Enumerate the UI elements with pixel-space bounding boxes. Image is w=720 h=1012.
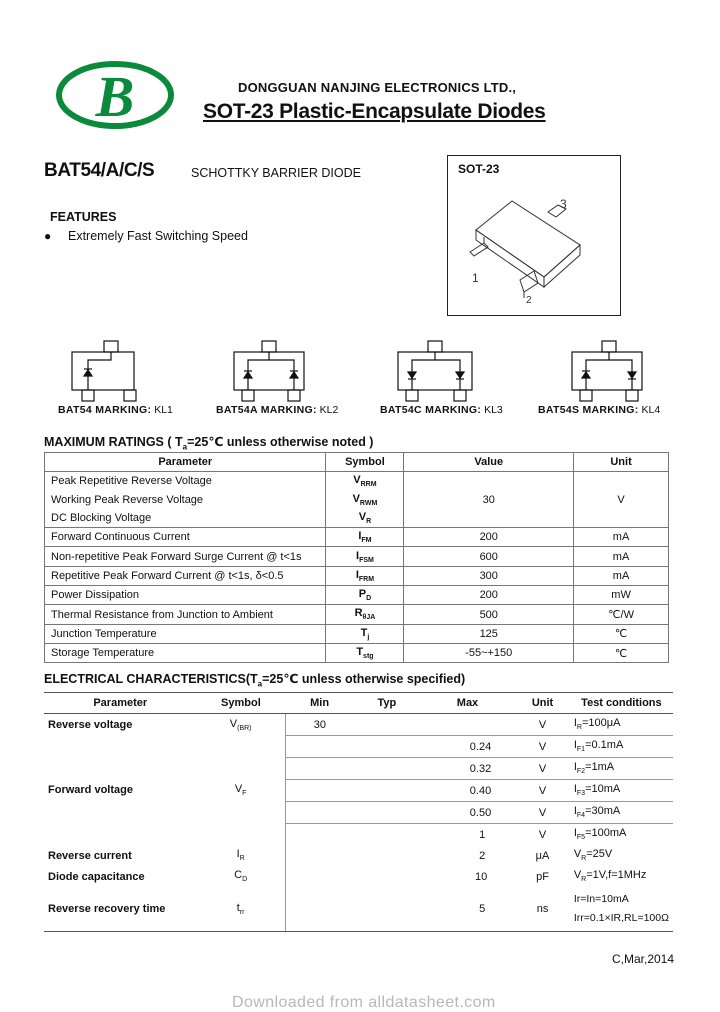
column-header: Unit xyxy=(515,693,570,714)
table-row: Diode capacitance $C_D$ 10 pF $V_R=1V,f=1MHz$ xyxy=(44,866,673,887)
marking-bat54a: BAT54A MARKING: KL2 xyxy=(216,404,339,416)
column-header: Parameter xyxy=(45,453,326,472)
marking-bat54: BAT54 MARKING: KL1 xyxy=(58,404,173,416)
table-row: Non-repetitive Peak Forward Surge Current @ t<1s $I_{FSM}$ 600 mA xyxy=(45,547,669,566)
package-label: SOT-23 xyxy=(458,162,500,176)
package-drawing xyxy=(448,185,620,315)
table-row: Forward Continuous Current $I_{FM}$ 200 mA xyxy=(45,528,669,547)
table-row: Peak Repetitive Reverse Voltage $V_{RRM}$ 30 V xyxy=(45,472,669,491)
test-condition-line: Ir=In=10mA xyxy=(573,892,629,905)
document-title: SOT-23 Plastic-Encapsulate Diodes xyxy=(203,100,546,123)
table-row: 0.32 V $I_{F2}=1mA$ xyxy=(44,758,673,780)
table-row: Reverse recovery time $t_{rr}$ 5 ns Ir=In=10mA Irr=0.1×IR,RL=100Ω xyxy=(44,887,673,931)
pin3-label: 3 xyxy=(560,197,567,211)
marking-bat54s: BAT54S MARKING: KL4 xyxy=(538,404,661,416)
part-description: SCHOTTKY BARRIER DIODE xyxy=(191,166,361,180)
table-row: 0.50 V $I_{F4}=30mA$ xyxy=(44,802,673,824)
pin1-label: 1 xyxy=(472,271,479,285)
test-condition-line: Irr=0.1×IR,RL=100Ω xyxy=(573,911,669,924)
max-ratings-table xyxy=(44,452,669,663)
company-name: DONGGUAN NANJING ELECTRONICS LTD., xyxy=(238,80,517,95)
electrical-table xyxy=(44,692,673,932)
bullet-icon: ● xyxy=(44,229,52,243)
column-header: Unit xyxy=(574,453,669,472)
table-row: Reverse current $I_R$ 2 μA $V_R=25V$ xyxy=(44,845,673,866)
company-logo xyxy=(56,60,174,130)
table-row: 1 V $I_{F5}=100mA$ xyxy=(44,824,673,846)
watermark: Downloaded from alldatasheet.com xyxy=(232,994,496,1011)
table-header-row xyxy=(44,693,673,714)
table-row: DC Blocking Voltage $V_R$ xyxy=(45,509,669,528)
table-row: 0.40 V $I_{F3}=10mA$ xyxy=(44,780,673,802)
table-row: Storage Temperature $T_{stg}$ -55~+150 ℃ xyxy=(45,643,669,662)
column-header: Min xyxy=(285,693,354,714)
table-row: Forward voltage $V_F$ 0.24 V $I_{F1}=0.1mA$ xyxy=(44,736,673,758)
pin2-label: 2 xyxy=(526,295,532,306)
table-row: Power Dissipation $P_D$ 200 mW xyxy=(45,586,669,605)
column-header: Test conditions xyxy=(570,693,673,714)
column-header: Value xyxy=(404,453,574,472)
electrical-heading: ELECTRICAL $CHARACTERISTICS(T_a=25℃$ unless otherwise specified) xyxy=(44,672,466,689)
marking-diagrams xyxy=(58,338,678,404)
revision-date: C,Mar,2014 xyxy=(612,952,675,966)
logo-letter: B xyxy=(95,64,135,129)
part-number: BAT54/A/C/S xyxy=(44,160,155,181)
marking-bat54c: BAT54C MARKING: KL3 xyxy=(380,404,503,416)
column-header: Parameter xyxy=(44,693,197,714)
column-header: Typ xyxy=(354,693,420,714)
table-row: Working Peak Reverse Voltage $V_{RWM}$ xyxy=(45,491,669,509)
feature-item: Extremely Fast Switching Speed xyxy=(68,229,248,243)
column-header: Symbol xyxy=(197,693,286,714)
table-row: Thermal Resistance from Junction to Ambient $R_{\theta JA}$ 500 ℃/W xyxy=(45,605,669,624)
column-header: Symbol xyxy=(326,453,404,472)
table-row: Repetitive Peak Forward Current @ t<1s, δ<0.5 $I_{FRM}$ 300 mA xyxy=(45,566,669,585)
table-row: Reverse voltage $V_{(BR)}$ 30 V $I_R=100\mu A$ xyxy=(44,714,673,736)
max-ratings-heading: MAXIMUM RATINGS ( $T_a=25℃$ unless otherwise noted ) xyxy=(44,435,374,452)
column-header: Max xyxy=(420,693,515,714)
table-header-row xyxy=(45,453,669,472)
table-row: Junction Temperature $T_j$ 125 ℃ xyxy=(45,624,669,643)
features-heading: FEATURES xyxy=(50,210,117,224)
